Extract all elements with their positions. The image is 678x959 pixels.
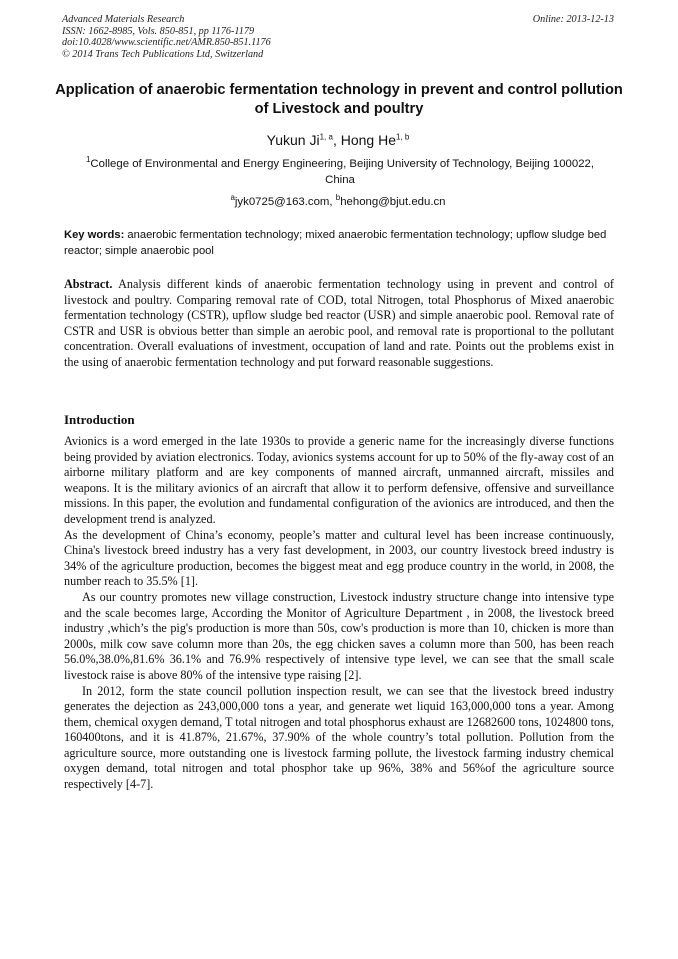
doi-line: doi:10.4028/www.scientific.net/AMR.850-851.1176 xyxy=(62,37,271,48)
author-line xyxy=(62,131,614,149)
abstract-label: Abstract. xyxy=(64,277,113,291)
affiliation-marker: 1 xyxy=(85,155,91,165)
paper-title: Application of anaerobic fermentation technology in prevent and control pollution of Livestock and poultry xyxy=(55,82,623,117)
author-separator: , xyxy=(332,132,341,148)
email-a-marker: a xyxy=(230,193,235,203)
email-line xyxy=(62,195,614,209)
copyright-line: © 2014 Trans Tech Publications Ltd, Switzerland xyxy=(62,48,264,60)
keywords-text: anaerobic fermentation technology; mixed anaerobic fermentation technology; upflow sludge bed reactor; simple anaerobic pool xyxy=(64,229,607,257)
email-a: jyk0725@163.com xyxy=(234,196,330,208)
intro-paragraph-2: As the development of China’s economy, people’s matter and cultural level has been increase continuously, China's livestock breed industry has a very fast development, in 2003, our country livestock breed industry is 34% of the agriculture production, becomes the biggest meat and egg produce country in the world, in 2008, the number reach to 35.5% [1]. xyxy=(64,527,614,589)
author-1-affiliation-marker: 1, a xyxy=(319,132,333,142)
author-2-affiliation-marker: 1, b xyxy=(395,132,410,142)
keywords-label: Key words: xyxy=(64,229,125,241)
online-date: Online: 2013-12-13 xyxy=(532,14,614,25)
intro-paragraph-4: In 2012, form the state council pollution inspection result, we can see that the livestock breed industry generates the dejection as 243,000,000 tons a year, and generate wet liquid 163,000,000 tons a year. Among them, chemical oxygen demand, T total nitrogen and total phosphorus exhaust are 12682600 tons, 1024800 tons, 160400tons, and it is 41.87%, 21.67%, 37.90% of the whole country’s total pollution. Pollution from the agriculture source, more outstanding one is livestock farming pollute, the livestock farming industry chemical oxygen demand, total nitrogen and total phosphor take up 96%, 38% and 56%of the agriculture source respectively [4-7]. xyxy=(64,683,614,792)
author-2-name: Hong He xyxy=(340,132,396,148)
email-b-marker: b xyxy=(335,193,341,203)
introduction-heading: Introduction xyxy=(64,412,135,427)
journal-header xyxy=(62,14,614,60)
introduction-body xyxy=(64,434,614,793)
abstract-text: Analysis different kinds of anaerobic fermentation technology using in prevent and control of livestock and poultry. Comparing removal rate of COD, total Nitrogen, total Phosphorus of Mixed anaerobic fermentation technology (CSTR), upflow sludge bed reactor (USR) and simple anaerobic pool. Removal rate of CSTR and USR is obvious better than simple an aerobic pool, and removal rate is proportional to the pollutant concentration. Overall evaluations of investment, occupation of land and rate. Points out the problems exist in the using of anaerobic fermentation technology and put forward reasonable suggestions. xyxy=(64,277,614,369)
email-separator: , xyxy=(329,196,336,208)
affiliation-text: College of Environmental and Energy Engineering, Beijing University of Technology, Beijing 100022, China xyxy=(90,158,595,186)
email-b: hehong@bjut.edu.cn xyxy=(340,196,446,208)
journal-name: Advanced Materials Research xyxy=(62,14,185,25)
affiliation xyxy=(80,157,600,188)
abstract xyxy=(64,277,614,371)
intro-paragraph-1: Avionics is a word emerged in the late 1930s to provide a generic name for the increasingly diverse functions being provided by aviation electronics. Today, avionics systems account for up to 50% of the fly-away cost of an airborne military platform and are key components of manned aircraft, unmanned aircraft, missiles and weapons. It is the military avionics of an aircraft that allow it to perform defensive, offensive and surveillance missions. In this paper, the evolution and fundamental configuration of the avionics are introduced, and then the development trend is analyzed. xyxy=(64,434,614,526)
keywords xyxy=(64,228,614,259)
intro-paragraph-3: As our country promotes new village construction, Livestock industry structure change into intensive type and the scale becomes large, According the Monitor of Agriculture Department , in 2008, the livestock breed industry ,which’s the pig's production is more than 50s, cow's production is more than 10, chicken is more than 2000s, milk cow save column more than 20s, the egg chicken saves a column more than 500, has been reach 56.0%,38.0%,81.6% 36.1% and 76.9% respectively of intensive type level, we can see that the small scale livestock raise is above 80% of the intensive type raising [2]. xyxy=(64,589,614,682)
author-1-name: Yukun Ji xyxy=(266,132,320,148)
issn-line: ISSN: 1662-8985, Vols. 850-851, pp 1176-1179 xyxy=(62,25,255,37)
